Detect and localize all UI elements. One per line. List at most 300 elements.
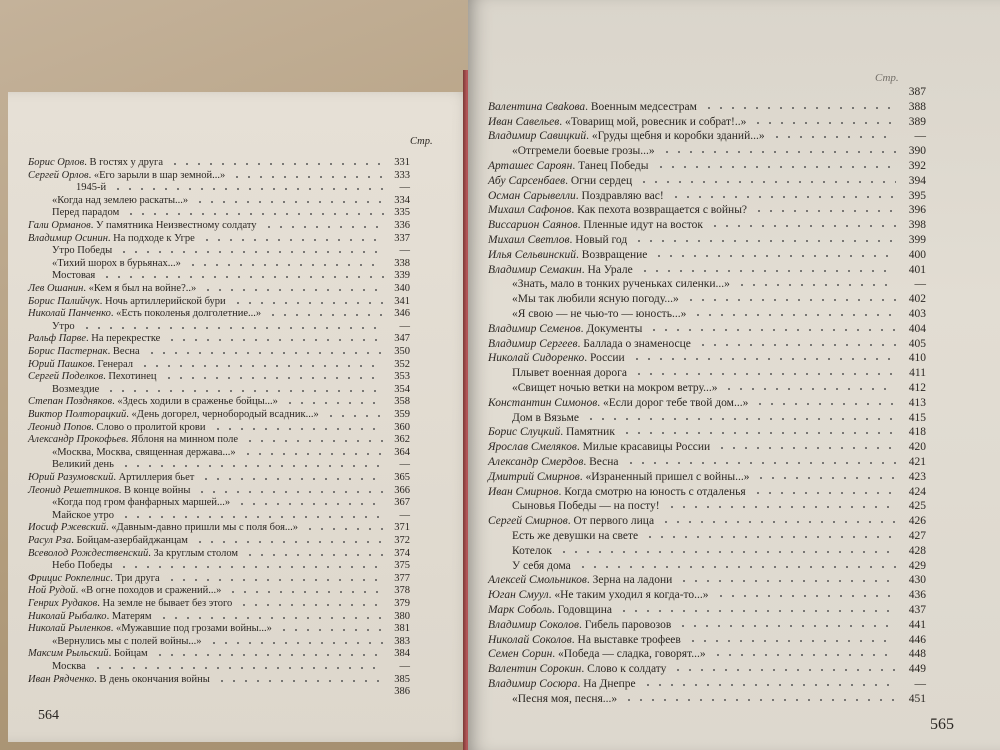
toc-entry-text <box>488 588 709 602</box>
toc-author: Михаил Светлов <box>488 234 570 246</box>
toc-entry <box>8 257 474 270</box>
toc-leader-dots <box>633 240 896 242</box>
toc-page-number: 378 <box>394 585 410 597</box>
toc-page-number: — <box>399 509 410 521</box>
toc-entry-text <box>28 534 188 547</box>
toc-author-separator: . <box>575 189 582 202</box>
toc-title: Перед парадом <box>52 207 120 219</box>
toc-entry <box>468 470 1000 484</box>
toc-leader-dots <box>752 122 896 124</box>
toc-leader-dots <box>202 289 384 291</box>
toc-page-number: 429 <box>908 559 926 572</box>
toc-entry <box>8 547 474 560</box>
toc-title: «Не таким уходил я когда-то...» <box>554 589 709 602</box>
toc-leader-dots <box>703 107 896 109</box>
toc-title: «Знать, мало в тонких рученьках силенки...» <box>512 278 730 291</box>
toc-author: Александр Прокофьев <box>28 434 126 446</box>
toc-leader-dots <box>716 447 896 449</box>
toc-author-separator: . <box>567 515 574 528</box>
toc-page-number: 331 <box>394 157 410 168</box>
toc-page-number: 372 <box>394 535 410 546</box>
toc-author-separator: . <box>577 678 584 690</box>
toc-page-number: 404 <box>908 322 926 335</box>
toc-page-number: — <box>914 678 926 690</box>
toc-author-separator: . <box>571 633 578 646</box>
toc-entry-text <box>28 471 194 484</box>
toc-leader-dots <box>644 536 896 538</box>
toc-author: Юрий Разумовский <box>28 472 114 483</box>
toc-entry <box>468 277 1000 291</box>
toc-page-number: 386 <box>394 686 410 698</box>
toc-author-separator: . <box>577 219 584 232</box>
toc-title: «Мы так любили ясную погоду...» <box>512 293 679 306</box>
toc-entry-text <box>488 322 642 336</box>
toc-page-number: 396 <box>908 204 926 217</box>
toc-entry-text <box>52 194 188 207</box>
toc-leader-dots <box>697 344 896 346</box>
toc-author-separator: . <box>91 421 97 433</box>
toc-author: Иван Рядченко <box>28 673 95 685</box>
toc-entry <box>468 633 1000 647</box>
toc-leader-dots <box>678 580 896 582</box>
toc-leader-dots <box>687 640 896 642</box>
toc-entry <box>8 219 474 232</box>
toc-entry-text <box>488 633 681 647</box>
toc-author: Сергей Смирнов <box>488 515 568 528</box>
toc-entry-text <box>52 660 86 673</box>
toc-page-number: 359 <box>394 409 410 420</box>
toc-author-separator: . <box>106 610 112 622</box>
toc-leader-dots <box>101 276 384 278</box>
toc-author-separator: . <box>75 585 81 597</box>
toc-title: Матерям <box>111 610 152 622</box>
toc-leader-dots <box>685 299 896 301</box>
toc-author-separator: . <box>71 535 77 546</box>
toc-title: Огни сердец <box>570 174 633 187</box>
toc-entry-text <box>488 203 747 217</box>
left-page <box>8 92 474 742</box>
toc-entry-text <box>488 129 765 143</box>
toc-leader-dots <box>120 465 384 467</box>
toc-entry-text <box>488 647 706 661</box>
toc-entry <box>468 411 1000 425</box>
toc-page-number: 389 <box>908 115 926 128</box>
toc-entry <box>468 514 1000 528</box>
toc-page-number: 398 <box>908 219 926 232</box>
toc-entry <box>8 269 474 282</box>
toc-leader-dots <box>753 210 896 212</box>
toc-entry-text <box>488 470 749 484</box>
toc-author-separator: . <box>84 157 90 168</box>
toc-entry-text <box>52 496 230 509</box>
toc-entry-text <box>28 673 210 686</box>
toc-leader-dots <box>723 388 896 390</box>
toc-author: Генрих Рудаков <box>28 598 98 609</box>
toc-title: «Победа — сладка, говорят...» <box>558 648 706 661</box>
toc-entry <box>468 144 1000 158</box>
toc-page-number: 346 <box>394 308 410 320</box>
toc-page-number: 354 <box>394 383 410 395</box>
toc-author: Дмитрий Смирнов <box>488 470 580 483</box>
toc-page-number: — <box>399 459 410 471</box>
toc-title: «Есть поколенья долголетние...» <box>116 308 262 320</box>
toc-entry <box>8 383 474 396</box>
toc-page-number: 411 <box>909 367 926 380</box>
toc-leader-dots <box>120 516 384 518</box>
toc-title: В гостях у друга <box>89 157 163 168</box>
toc-entry-text <box>512 692 617 706</box>
toc-title: От первого лица <box>573 515 655 528</box>
toc-title: Три друга <box>115 572 160 584</box>
toc-entry-text <box>52 206 119 219</box>
toc-title: «Отгремели боевые грозы...» <box>512 145 655 158</box>
toc-entry-text <box>512 411 579 425</box>
toc-title: Пленные идут на восток <box>583 219 703 232</box>
toc-title: На подходе к Угре <box>113 232 195 244</box>
toc-leader-dots <box>631 358 896 360</box>
toc-entry-text <box>52 383 99 396</box>
toc-leader-dots <box>118 251 384 253</box>
toc-author-separator: . <box>106 522 112 534</box>
toc-title: Слово к солдату <box>587 663 667 676</box>
toc-leader-dots <box>304 528 384 530</box>
toc-page-number: — <box>399 320 410 332</box>
toc-title: Годовщина <box>557 604 612 616</box>
toc-page-number: 449 <box>908 663 926 676</box>
toc-leader-dots <box>692 314 896 316</box>
toc-title: «Израненный пришел с войны...» <box>585 470 750 483</box>
toc-leader-dots <box>166 339 384 341</box>
toc-page-number: 383 <box>394 635 410 647</box>
toc-page-number: 426 <box>908 515 926 528</box>
toc-author-separator: . <box>112 396 118 408</box>
toc-entry <box>468 544 1000 558</box>
toc-author: Ральф Парве <box>28 333 87 345</box>
toc-author: Владимир Семенов <box>488 322 581 335</box>
toc-author: Валентина Сваkова <box>488 100 586 113</box>
toc-entry <box>468 499 1000 513</box>
toc-author-separator: . <box>580 322 587 335</box>
toc-entry-text <box>488 337 691 351</box>
page-column-header: Стр. <box>875 72 899 84</box>
toc-leader-dots <box>771 136 896 138</box>
toc-entry-text <box>488 662 666 676</box>
toc-page-number: 421 <box>908 456 926 468</box>
toc-leader-dots <box>194 541 384 543</box>
toc-leader-dots <box>623 699 896 701</box>
toc-entry <box>468 425 1000 439</box>
toc-leader-dots <box>585 418 896 420</box>
toc-entry <box>468 85 1000 99</box>
toc-entry-text <box>488 218 703 232</box>
toc-leader-dots <box>216 680 384 682</box>
toc-title: Весна <box>112 346 140 357</box>
toc-entry-text <box>52 458 114 471</box>
toc-entry <box>8 156 474 169</box>
toc-entry-text <box>488 189 664 203</box>
toc-title: Новый год <box>575 234 628 246</box>
toc-entry-text <box>28 647 148 660</box>
toc-leader-dots <box>577 566 896 568</box>
toc-entry <box>8 181 474 194</box>
toc-title: У себя дома <box>512 559 571 572</box>
toc-entry-text <box>28 282 196 295</box>
toc-author: Осман Сарывелли <box>488 189 576 202</box>
toc-page-number: 428 <box>908 544 926 557</box>
toc-entry-text <box>28 421 206 434</box>
toc-title: «Давным-давно пришли мы с поля боя...» <box>111 522 299 534</box>
toc-entry-text <box>52 509 114 522</box>
toc-author: Николай Соколов <box>488 633 572 646</box>
toc-author-separator: . <box>110 623 116 635</box>
toc-page-number: 441 <box>908 618 926 631</box>
toc-entry-text <box>28 232 195 245</box>
toc-entry-text <box>28 156 163 169</box>
toc-leader-dots <box>154 654 384 656</box>
toc-title: Есть же девушки на свете <box>512 530 639 542</box>
toc-entry-text <box>488 573 672 587</box>
toc-author: Владимир Семакин <box>488 263 582 276</box>
toc-title: Ночь артиллерийской бури <box>104 295 226 307</box>
toc-leader-dots <box>736 284 896 286</box>
toc-entry-text <box>28 584 221 597</box>
page-column-header: Стр. <box>410 136 433 147</box>
toc-page-number: 379 <box>394 598 410 609</box>
toc-author: Марк Соболь <box>488 604 552 616</box>
toc-entry-text <box>28 345 140 358</box>
toc-author-separator: . <box>558 485 565 498</box>
toc-entry <box>468 322 1000 336</box>
toc-author-separator: . <box>577 337 584 350</box>
toc-leader-dots <box>648 329 896 331</box>
toc-leader-dots <box>236 503 384 505</box>
toc-page-number: 336 <box>394 220 410 231</box>
toc-leader-dots <box>194 201 384 203</box>
toc-author-separator: . <box>597 396 603 409</box>
toc-title: Яблоня на минном поле <box>131 434 239 446</box>
toc-title: Майское утро <box>52 509 114 521</box>
toc-author-separator: . <box>586 130 592 143</box>
toc-entry-text <box>52 559 112 572</box>
toc-leader-dots <box>81 327 384 329</box>
toc-entry <box>8 421 474 434</box>
toc-author-separator: . <box>579 618 585 631</box>
toc-title: В день окончания войны <box>99 673 210 685</box>
toc-entry-text <box>488 351 625 365</box>
page-number: 565 <box>930 716 954 733</box>
toc-entry-text <box>488 677 636 691</box>
toc-title: За круглым столом <box>153 547 239 559</box>
toc-title: Котелок <box>512 544 552 557</box>
toc-entry <box>8 282 474 295</box>
toc-author-separator: . <box>126 409 132 420</box>
toc-page-number: — <box>914 278 926 291</box>
toc-leader-dots <box>755 477 896 479</box>
toc-entry <box>468 559 1000 573</box>
toc-page-number: 374 <box>394 547 410 559</box>
toc-title: «День догорел, чернобородый всадник...» <box>131 409 319 420</box>
toc-page-number: 415 <box>908 411 926 424</box>
toc-title: Дом в Вязьме <box>512 411 579 424</box>
toc-title: «Груды щебня и коробки зданий...» <box>591 130 765 143</box>
toc-page-number: 437 <box>908 604 926 616</box>
toc-title: «Свищет ночью ветки на мокром ветру...» <box>512 382 718 394</box>
toc-leader-dots <box>244 440 384 442</box>
toc-leader-dots <box>267 314 384 316</box>
toc-author-separator: . <box>110 572 116 584</box>
toc-entry <box>468 248 1000 262</box>
toc-entry-text <box>28 295 226 308</box>
toc-title: «Его зарыли в шар земной...» <box>93 169 226 181</box>
toc-title: 1945-й <box>76 182 107 194</box>
toc-page-number: — <box>914 130 926 143</box>
toc-entry <box>8 169 474 182</box>
toc-entry <box>468 692 1000 706</box>
toc-entry <box>468 100 1000 114</box>
toc-leader-dots <box>754 403 896 405</box>
toc-leader-dots <box>672 669 896 671</box>
toc-author: Леонид Попов <box>28 421 92 433</box>
toc-title: Бойцам-азербайджанцам <box>76 535 188 546</box>
toc-leader-dots <box>263 226 384 228</box>
toc-author: Юган Смуул <box>488 589 549 602</box>
toc-entry-text <box>512 292 679 306</box>
toc-author: Николай Рыбалко <box>28 610 107 622</box>
toc-title: Весна <box>589 456 619 468</box>
toc-leader-dots <box>158 617 384 619</box>
toc-title: «Песня моя, песня...» <box>512 692 618 705</box>
toc-entry-text <box>52 257 181 270</box>
toc-entry <box>8 358 474 371</box>
toc-entry-text <box>488 618 671 632</box>
toc-leader-dots <box>227 591 384 593</box>
toc-page-number: 412 <box>908 382 926 394</box>
toc-page-number: 446 <box>908 633 926 646</box>
toc-entry <box>468 129 1000 143</box>
toc-entry <box>468 440 1000 454</box>
toc-entry-text <box>28 370 157 383</box>
toc-author: Иосиф Ржевский <box>28 522 107 534</box>
toc-entry-text <box>512 499 660 513</box>
toc-page-number: 340 <box>394 283 410 294</box>
toc-entry <box>468 174 1000 188</box>
toc-author-separator: . <box>90 220 96 231</box>
toc-entry-text <box>488 603 612 617</box>
toc-entry <box>8 660 474 673</box>
toc-page-number: 381 <box>394 623 410 635</box>
toc-author: Николай Сидоренко <box>488 352 585 365</box>
page-number: 564 <box>38 708 59 723</box>
toc-page-number: 403 <box>908 308 926 320</box>
toc-title: «Товарищ мой, ровесник и собрат!..» <box>564 115 747 128</box>
toc-page-number: 350 <box>394 346 410 357</box>
toc-entry <box>8 232 474 245</box>
toc-entry <box>8 509 474 522</box>
toc-entry-text <box>52 244 112 257</box>
toc-author-separator: . <box>99 295 105 307</box>
toc-entry-text <box>488 396 748 410</box>
toc-page-number: 430 <box>908 574 926 587</box>
toc-title: Утро <box>52 320 75 332</box>
toc-entry <box>468 485 1000 499</box>
toc-entry-text <box>52 635 202 648</box>
toc-leader-dots <box>212 428 384 430</box>
toc-page-number: 385 <box>394 673 410 685</box>
toc-entry <box>468 647 1000 661</box>
toc-leader-dots <box>242 453 384 455</box>
toc-entry <box>8 307 474 320</box>
toc-entry-text <box>512 559 571 573</box>
toc-author: Гали Орманов <box>28 220 91 231</box>
toc-author: Сергей Поделков <box>28 371 104 383</box>
toc-author: Семен Сорин <box>488 648 553 661</box>
toc-page-number: 334 <box>394 194 410 206</box>
toc-entry-text <box>488 100 697 114</box>
toc-entry-text <box>488 514 654 528</box>
toc-author: Борис Пастернак <box>28 346 108 357</box>
toc-leader-dots <box>231 176 384 178</box>
toc-author-separator: . <box>148 547 154 559</box>
toc-entry-text <box>512 277 730 291</box>
toc-entry-text <box>76 181 106 194</box>
toc-author: Илья Сельвинский <box>488 248 577 261</box>
toc-page-number: 427 <box>908 530 926 542</box>
toc-leader-dots <box>715 595 896 597</box>
toc-author-separator: . <box>581 263 588 276</box>
toc-entry-text <box>28 169 225 182</box>
toc-title: «Кем я был на войне?..» <box>88 283 197 294</box>
toc-title: Бойцам <box>113 648 148 660</box>
toc-leader-dots <box>125 213 384 215</box>
toc-author: Владимир Сергеев <box>488 337 578 350</box>
toc-entry <box>8 320 474 333</box>
toc-leader-dots <box>163 377 384 379</box>
toc-leader-dots <box>655 166 896 168</box>
toc-leader-dots <box>201 239 384 241</box>
toc-leader-dots <box>670 196 896 198</box>
toc-page-number: 392 <box>908 160 926 172</box>
toc-entry-text <box>512 529 638 543</box>
toc-author: Леонид Решетников <box>28 484 119 496</box>
toc-leader-dots <box>146 352 384 354</box>
toc-entry-text <box>488 233 627 247</box>
toc-entry-text <box>28 219 257 232</box>
toc-title: «Когда над землею раскаты...» <box>52 194 189 206</box>
toc-entry <box>8 597 474 610</box>
toc-page-number: 339 <box>394 270 410 282</box>
toc-entry <box>8 332 474 345</box>
toc-leader-dots <box>639 270 896 272</box>
toc-entry <box>8 534 474 547</box>
toc-page-number: 384 <box>394 648 410 660</box>
toc-author-separator: . <box>97 598 103 609</box>
toc-page-number: 333 <box>394 169 410 181</box>
toc-page-number: — <box>399 661 410 672</box>
toc-title: Сыновья Победы — на посту! <box>512 500 660 513</box>
toc-entry <box>468 337 1000 351</box>
toc-author: Виссарион Саянов <box>488 219 578 232</box>
toc-page-number: 375 <box>394 560 410 572</box>
toc-entry-text <box>28 433 238 446</box>
toc-entry-text <box>488 440 710 454</box>
toc-page-number: 335 <box>394 207 410 219</box>
toc-entry <box>8 484 474 497</box>
toc-page-number: 413 <box>908 396 926 409</box>
toc-entry-text <box>28 572 160 585</box>
toc-title: Небо Победы <box>52 560 113 572</box>
toc-entry <box>468 263 1000 277</box>
toc-entry <box>8 572 474 585</box>
